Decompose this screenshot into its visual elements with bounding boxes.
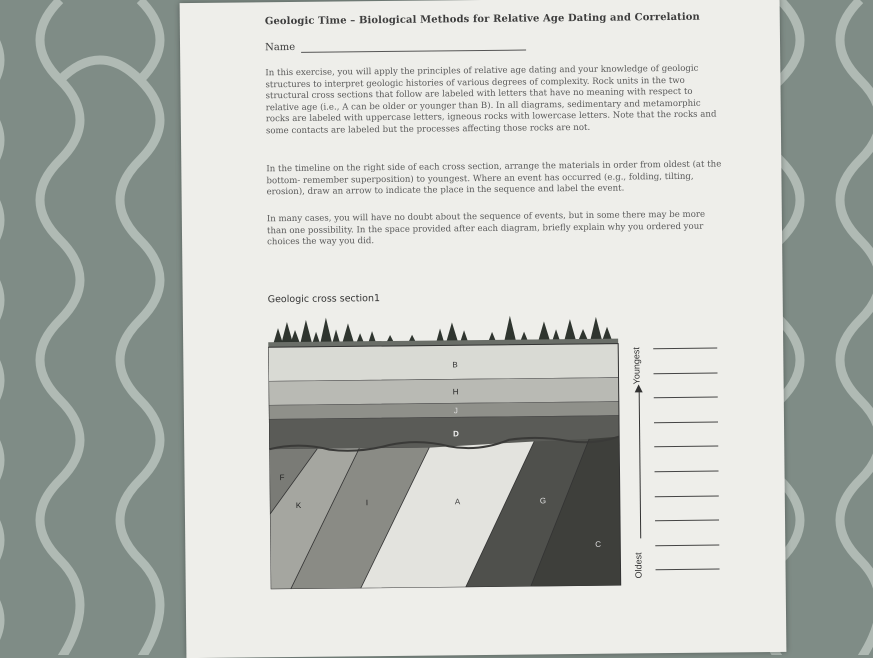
youngest-label: Youngest (631, 347, 642, 385)
oldest-label: Oldest (633, 552, 644, 579)
forest-silhouette (268, 315, 618, 348)
label-k: K (295, 500, 302, 510)
label-j: J (453, 406, 458, 416)
layer-b (268, 344, 618, 382)
layer-h (269, 378, 619, 406)
timeline-blank-line[interactable] (654, 397, 718, 399)
timeline-blank-line[interactable] (655, 495, 719, 497)
label-g: G (539, 496, 547, 506)
timeline-blanks (653, 347, 723, 348)
cross-section-title: Geologic cross section1 (267, 293, 381, 306)
label-i: I (365, 498, 369, 508)
worksheet-paper (180, 0, 787, 658)
instructions-paragraph-1: In this exercise, you will apply the principles of relative age dating and your knowledge of geologic structures to interpret geologic histories of various degrees of complexity. Rock units in the two structural cross sections that follow are labeled with letters that have no meaning with respect to relative age (i.e., A can be older or younger than B). In all diagrams, sedimentary and metamorphic rocks are labeled with uppercase letters, igneous rocks with lowercase letters. Note that the rocks and some contacts are labeled but the processes affecting those rocks are not. (265, 63, 717, 137)
label-c: C (595, 539, 602, 549)
timeline-blank-line[interactable] (655, 520, 719, 522)
timeline-blank-line[interactable] (656, 569, 720, 571)
label-b: B (452, 360, 458, 370)
timeline-blank-line[interactable] (654, 421, 718, 423)
timeline-arrow (639, 390, 642, 538)
name-label: Name (265, 41, 296, 54)
timeline-blank-line[interactable] (653, 372, 717, 374)
name-field-row (265, 40, 526, 54)
instructions-paragraph-3: In many cases, you will have no doubt about the sequence of events, but in some there may be more than one possibility. In the space provided after each diagram, briefly explain why you ordered your choices the way you did. (266, 209, 706, 248)
timeline-blank-line[interactable] (654, 446, 718, 448)
timeline-blank-line[interactable] (655, 544, 719, 546)
timeline-blank-line[interactable] (653, 348, 717, 350)
instructions-paragraph-2: In the timeline on the right side of each cross section, arrange the materials in order from oldest (at the bottom- remember superposition) to youngest. Where an event has occurred (e.g., folding, tilting, erosion), draw an arrow to indicate the place in the sequence and label the event. (266, 159, 722, 198)
worksheet-title: Geologic Time – Biological Methods for Relative Age Dating and Correlation (264, 11, 700, 28)
timeline-blank-line[interactable] (655, 471, 719, 473)
label-a: A (454, 497, 461, 507)
label-h: H (452, 387, 459, 397)
label-d: D (453, 429, 459, 439)
name-blank-line[interactable] (301, 40, 526, 53)
label-f: F (279, 473, 285, 483)
geologic-cross-section-diagram (268, 310, 644, 589)
